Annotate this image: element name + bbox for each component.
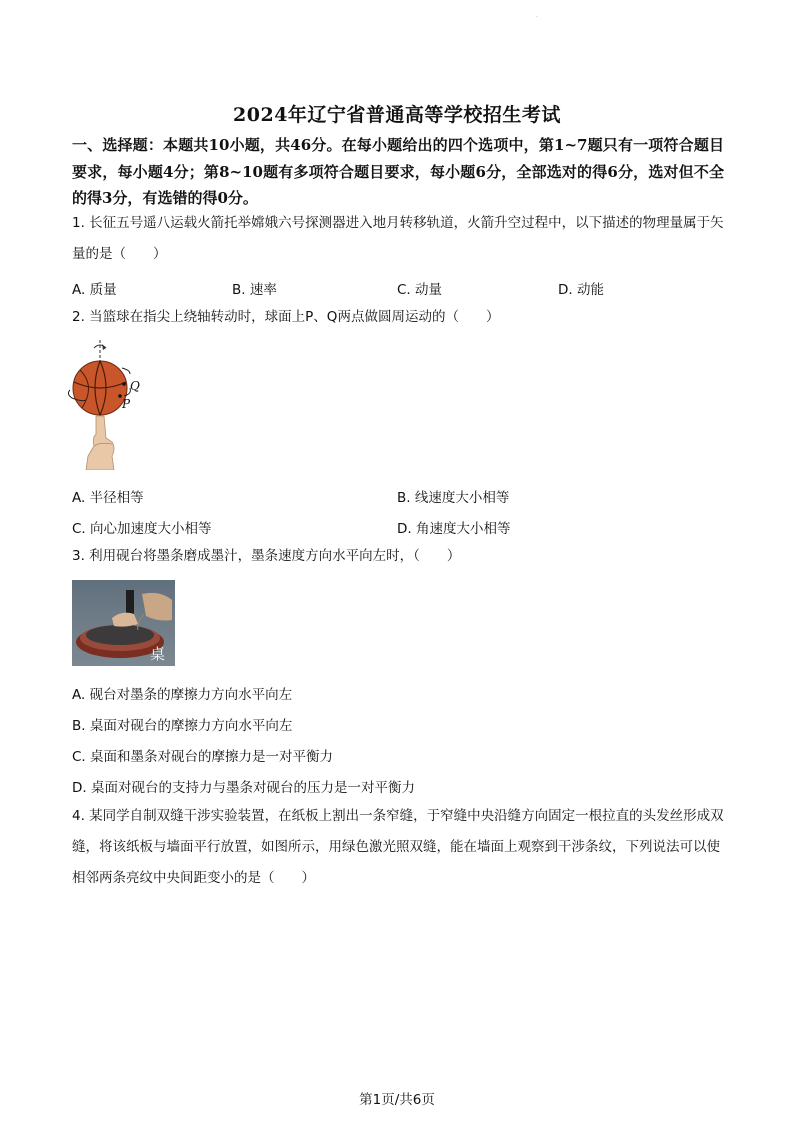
question-3-stem: 3. 利用砚台将墨条磨成墨汁，墨条速度方向水平向左时，（ ）	[72, 548, 461, 564]
point-p-label: P	[122, 397, 131, 411]
header-dot: .	[536, 12, 538, 19]
point-q-label: Q	[130, 379, 140, 393]
question-3-option-b[interactable]: B. 桌面对砚台的摩擦力方向水平向左	[72, 718, 293, 734]
question-2-option-a[interactable]: A. 半径相等	[72, 490, 144, 506]
question-3-option-a[interactable]: A. 砚台对墨条的摩擦力方向水平向左	[72, 687, 293, 703]
exam-title: 2024年辽宁省普通高等学校招生考试	[233, 104, 561, 126]
question-2-stem: 2. 当篮球在指尖上绕轴转动时，球面上P、Q两点做圆周运动的（ ）	[72, 309, 500, 325]
question-3-option-c[interactable]: C. 桌面和墨条对砚台的摩擦力是一对平衡力	[72, 749, 334, 765]
question-2-option-c[interactable]: C. 向心加速度大小相等	[72, 521, 212, 537]
question-1-option-a[interactable]: A. 质量	[72, 282, 117, 298]
question-2-option-b[interactable]: B. 线速度大小相等	[397, 490, 510, 506]
section-instructions: 一、选择题：本题共10小题，共46分。在每小题给出的四个选项中，第1~7题只有一项符合题目要求，每小题4分；第8~10题有多项符合题目要求，每小题6分，全部选对的得6分，选对但不全的得3分，有选错的得0分。	[72, 136, 724, 207]
question-1-stem: 1. 长征五号遥八运载火箭托举嫦娥六号探测器进入地月转移轨道，火箭升空过程中，以下描述的物理量属于矢量的是（ ）	[72, 215, 724, 262]
question-4-stem: 4. 某同学自制双缝干涉实验装置，在纸板上割出一条窄缝，于窄缝中央沿缝方向固定一根拉直的头发丝形成双缝，将该纸板与墙面平行放置，如图所示，用绿色激光照双缝，能在墙面上观察到干涉条纹，下列说法可以使相邻两条亮纹中央间距变小的是（ ）	[72, 808, 724, 886]
question-1-option-c[interactable]: C. 动量	[397, 282, 443, 298]
inkstone-photo	[72, 580, 175, 666]
question-1-option-d[interactable]: D. 动能	[558, 282, 604, 298]
page-footer: 第1页/共6页	[359, 1092, 435, 1108]
question-2-option-d[interactable]: D. 角速度大小相等	[397, 521, 511, 537]
basketball-figure	[66, 338, 152, 470]
table-label: 桌	[149, 645, 165, 663]
question-3-option-d[interactable]: D. 桌面对砚台的支持力与墨条对砚台的压力是一对平衡力	[72, 780, 415, 796]
question-1-option-b[interactable]: B. 速率	[232, 282, 277, 298]
